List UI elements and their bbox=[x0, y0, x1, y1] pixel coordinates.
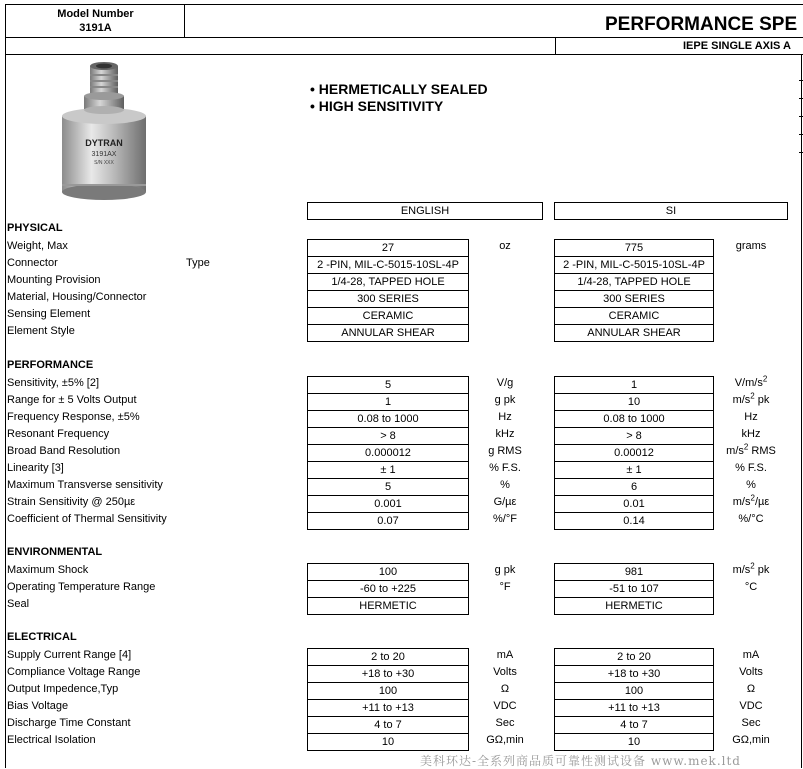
spec-label: Linearity [3] bbox=[7, 462, 64, 474]
si-unit-base: m/s bbox=[732, 564, 751, 576]
si-unit-base: Hz bbox=[744, 411, 758, 423]
si-unit-base: GΩ,min bbox=[732, 734, 770, 746]
english-unit: Volts bbox=[493, 666, 517, 678]
si-unit bbox=[714, 561, 788, 576]
si-unit-base: %/°C bbox=[738, 513, 764, 525]
english-value: HERMETIC bbox=[307, 597, 469, 615]
page-subtitle: IEPE SINGLE AXIS A bbox=[683, 40, 791, 52]
si-unit-tail: pk bbox=[754, 394, 770, 406]
english-unit: %/°F bbox=[493, 513, 517, 525]
frame-tick bbox=[799, 134, 803, 135]
english-value: -60 to +225 bbox=[307, 580, 469, 598]
si-value: 0.00012 bbox=[554, 444, 714, 462]
column-header-english: ENGLISH bbox=[307, 202, 543, 220]
english-value: 0.08 to 1000 bbox=[307, 410, 469, 428]
si-unit bbox=[714, 700, 788, 712]
si-value: 300 SERIES bbox=[554, 290, 714, 308]
english-value: 5 bbox=[307, 478, 469, 496]
english-value: 5 bbox=[307, 376, 469, 394]
section-title: ENVIRONMENTAL bbox=[7, 546, 103, 558]
si-value: -51 to 107 bbox=[554, 580, 714, 598]
si-unit bbox=[714, 581, 788, 593]
si-unit-base: Ω bbox=[746, 683, 756, 695]
english-value: 100 bbox=[307, 563, 469, 581]
si-unit bbox=[714, 442, 788, 457]
english-value: 10 bbox=[307, 733, 469, 751]
sensor-serial-text: S/N XXX bbox=[94, 160, 114, 166]
title-box bbox=[184, 4, 803, 38]
si-value: > 8 bbox=[554, 427, 714, 445]
si-unit-base: m/s bbox=[726, 445, 744, 457]
feature-item: • HERMETICALLY SEALED bbox=[310, 81, 488, 97]
spec-label: Weight, Max bbox=[7, 240, 68, 252]
spec-label: Strain Sensitivity @ 250µε bbox=[7, 496, 136, 508]
english-unit: V/g bbox=[496, 377, 514, 389]
watermark-text: 美科环达-全系列商品质可靠性测试设备 www.mek.ltd bbox=[420, 754, 741, 768]
subtitle-divider bbox=[555, 37, 556, 55]
si-value: 6 bbox=[554, 478, 714, 496]
si-value: 0.01 bbox=[554, 495, 714, 513]
english-unit: % F.S. bbox=[489, 462, 521, 474]
si-value: 2 -PIN, MIL-C-5015-10SL-4P bbox=[554, 256, 714, 274]
si-unit-base: % bbox=[746, 479, 756, 491]
frame-tick bbox=[799, 80, 803, 81]
english-value: CERAMIC bbox=[307, 307, 469, 325]
si-unit-base: % F.S. bbox=[735, 462, 767, 474]
si-value: 0.08 to 1000 bbox=[554, 410, 714, 428]
si-unit bbox=[714, 513, 788, 525]
spec-label: Discharge Time Constant bbox=[7, 717, 131, 729]
si-unit bbox=[714, 649, 788, 661]
si-unit-base: m/s bbox=[732, 394, 751, 406]
sensor-brand-text: DYTRAN bbox=[85, 138, 123, 148]
si-unit bbox=[714, 479, 788, 491]
english-value: +18 to +30 bbox=[307, 665, 469, 683]
si-value: ± 1 bbox=[554, 461, 714, 479]
english-unit: °F bbox=[499, 581, 511, 593]
feature-item: • HIGH SENSITIVITY bbox=[310, 98, 444, 114]
spec-label: Broad Band Resolution bbox=[7, 445, 121, 457]
si-unit bbox=[714, 411, 788, 423]
english-value: 1/4-28, TAPPED HOLE bbox=[307, 273, 469, 291]
sensor-model-text: 3191AX bbox=[91, 151, 117, 158]
english-unit: oz bbox=[499, 240, 511, 252]
spec-label: Mounting Provision bbox=[7, 274, 101, 286]
english-value: 4 to 7 bbox=[307, 716, 469, 734]
si-value: 100 bbox=[554, 682, 714, 700]
english-unit: g RMS bbox=[488, 445, 522, 457]
english-value: ± 1 bbox=[307, 461, 469, 479]
si-unit-base: Volts bbox=[739, 666, 763, 678]
english-value: 0.001 bbox=[307, 495, 469, 513]
spec-label: Operating Temperature Range bbox=[7, 581, 156, 593]
english-value: 300 SERIES bbox=[307, 290, 469, 308]
frame-tick bbox=[799, 116, 803, 117]
spec-label: Element Style bbox=[7, 325, 75, 337]
spec-label: Maximum Transverse sensitivity bbox=[7, 479, 163, 491]
spec-label: Output Impedence,Typ bbox=[7, 683, 119, 695]
section-title: PHYSICAL bbox=[7, 222, 63, 234]
si-unit-base: Sec bbox=[741, 717, 761, 729]
spec-label: Compliance Voltage Range bbox=[7, 666, 141, 678]
section-title: PERFORMANCE bbox=[7, 359, 94, 371]
english-value: 2 -PIN, MIL-C-5015-10SL-4P bbox=[307, 256, 469, 274]
model-number-value: 3191A bbox=[79, 22, 112, 34]
spec-label: Sensing Element bbox=[7, 308, 91, 320]
si-unit-superscript: 2 bbox=[750, 391, 755, 401]
si-unit bbox=[714, 666, 788, 678]
spec-label: Electrical Isolation bbox=[7, 734, 96, 746]
si-value: 10 bbox=[554, 733, 714, 751]
si-unit-base: grams bbox=[735, 240, 767, 252]
frame-tick bbox=[799, 98, 803, 99]
si-unit-tail: /µε bbox=[754, 496, 770, 508]
spec-label: Seal bbox=[7, 598, 30, 610]
spec-label: Bias Voltage bbox=[7, 700, 69, 712]
english-value: > 8 bbox=[307, 427, 469, 445]
english-value: ANNULAR SHEAR bbox=[307, 324, 469, 342]
si-unit-tail: pk bbox=[754, 564, 770, 576]
english-unit: mA bbox=[496, 649, 514, 661]
english-unit: g pk bbox=[494, 564, 516, 576]
si-unit bbox=[714, 717, 788, 729]
si-unit-superscript: 2 bbox=[762, 374, 768, 384]
si-unit-superscript: 2 bbox=[750, 493, 755, 503]
spec-label: Connector bbox=[7, 257, 58, 269]
si-unit bbox=[714, 493, 788, 508]
english-value: 0.000012 bbox=[307, 444, 469, 462]
si-value: CERAMIC bbox=[554, 307, 714, 325]
si-unit bbox=[714, 428, 788, 440]
si-unit-superscript: 2 bbox=[743, 442, 749, 452]
si-unit-tail: RMS bbox=[748, 445, 776, 457]
si-value: 1 bbox=[554, 376, 714, 394]
frame-right-border bbox=[801, 55, 802, 768]
si-unit-base: m/s bbox=[732, 496, 751, 508]
english-unit: Ω bbox=[500, 683, 510, 695]
spec-label: Frequency Response, ±5% bbox=[7, 411, 140, 423]
si-unit-base: °C bbox=[744, 581, 758, 593]
si-unit bbox=[714, 240, 788, 252]
english-value: 2 to 20 bbox=[307, 648, 469, 666]
si-value: 981 bbox=[554, 563, 714, 581]
english-value: 1 bbox=[307, 393, 469, 411]
english-unit: Sec bbox=[495, 717, 515, 729]
si-unit-base: mA bbox=[742, 649, 760, 661]
spec-label: Range for ± 5 Volts Output bbox=[7, 394, 137, 406]
english-unit: % bbox=[500, 479, 510, 491]
english-unit: G/µε bbox=[493, 496, 517, 508]
si-unit-superscript: 2 bbox=[750, 561, 755, 571]
spec-label: Supply Current Range [4] bbox=[7, 649, 132, 661]
page-title: PERFORMANCE SPE bbox=[605, 14, 798, 35]
column-header-si: SI bbox=[554, 202, 788, 220]
english-value: +11 to +13 bbox=[307, 699, 469, 717]
spec-label: Sensitivity, ±5% [2] bbox=[7, 377, 100, 389]
si-unit bbox=[714, 683, 788, 695]
si-value: HERMETIC bbox=[554, 597, 714, 615]
frame-left-border bbox=[5, 55, 6, 768]
si-unit-base: kHz bbox=[741, 428, 761, 440]
english-unit: VDC bbox=[493, 700, 517, 712]
si-value: +11 to +13 bbox=[554, 699, 714, 717]
si-unit bbox=[714, 462, 788, 474]
model-number-label: Model Number bbox=[57, 8, 134, 20]
spec-label: Maximum Shock bbox=[7, 564, 89, 576]
english-unit: g pk bbox=[494, 394, 516, 406]
si-unit bbox=[714, 391, 788, 406]
spec-note: Type bbox=[186, 257, 210, 269]
si-value: 0.14 bbox=[554, 512, 714, 530]
si-value: 4 to 7 bbox=[554, 716, 714, 734]
spec-label: Resonant Frequency bbox=[7, 428, 110, 440]
si-value: 2 to 20 bbox=[554, 648, 714, 666]
spec-label: Coefficient of Thermal Sensitivity bbox=[7, 513, 167, 525]
spec-label: Material, Housing/Connector bbox=[7, 291, 147, 303]
si-unit bbox=[714, 374, 788, 389]
accelerometer-image bbox=[40, 60, 180, 210]
si-value: 10 bbox=[554, 393, 714, 411]
si-value: 775 bbox=[554, 239, 714, 257]
english-unit: kHz bbox=[495, 428, 515, 440]
si-value: ANNULAR SHEAR bbox=[554, 324, 714, 342]
section-title: ELECTRICAL bbox=[7, 631, 77, 643]
english-value: 27 bbox=[307, 239, 469, 257]
english-unit: GΩ,min bbox=[486, 734, 524, 746]
si-unit-base: VDC bbox=[739, 700, 763, 712]
frame-tick bbox=[799, 152, 803, 153]
si-value: 1/4-28, TAPPED HOLE bbox=[554, 273, 714, 291]
english-value: 0.07 bbox=[307, 512, 469, 530]
si-value: +18 to +30 bbox=[554, 665, 714, 683]
model-number-box bbox=[5, 4, 185, 38]
si-unit bbox=[714, 734, 788, 746]
si-unit-base: V/m/s bbox=[734, 377, 763, 389]
english-value: 100 bbox=[307, 682, 469, 700]
english-unit: Hz bbox=[498, 411, 512, 423]
